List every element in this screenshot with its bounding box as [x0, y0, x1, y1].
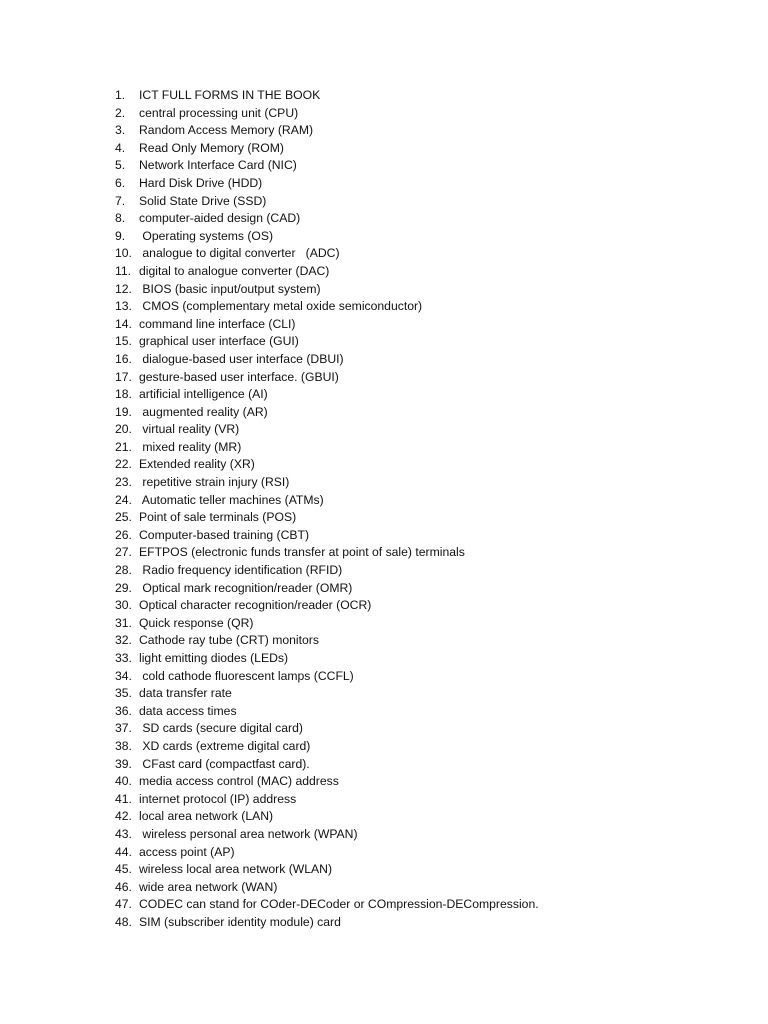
list-item-number: 10.	[115, 246, 132, 261]
list-item	[115, 351, 539, 369]
list-item-number: 44.	[115, 844, 132, 859]
list-item-number: 16.	[115, 351, 132, 366]
list-item-number: 15.	[115, 334, 132, 349]
list-item-number: 21.	[115, 439, 132, 454]
list-item	[115, 492, 539, 510]
list-item-text: Random Access Memory (RAM)	[139, 123, 314, 138]
list-item-text: Radio frequency identification (RFID)	[139, 563, 343, 578]
list-item	[115, 879, 539, 897]
list-item-number: 6.	[115, 175, 126, 190]
list-item-number: 35.	[115, 686, 132, 701]
list-item-number: 1.	[115, 88, 126, 102]
list-item	[115, 844, 539, 862]
list-item-text: mixed reality (MR)	[139, 439, 242, 454]
list-item-text: analogue to digital converter (ADC)	[139, 246, 340, 261]
list-item	[115, 245, 539, 263]
list-item-number: 2.	[115, 105, 126, 120]
list-item	[115, 421, 539, 439]
list-item-number: 43.	[115, 826, 132, 841]
list-item-number: 23.	[115, 475, 132, 490]
list-item	[115, 157, 539, 175]
list-item-text: Automatic teller machines (ATMs)	[139, 492, 324, 507]
list-item-number: 3.	[115, 123, 126, 138]
list-item	[115, 773, 539, 791]
list-item-number: 39.	[115, 756, 132, 771]
list-item-number: 47.	[115, 897, 132, 912]
list-item	[115, 791, 539, 809]
list-item	[115, 333, 539, 351]
list-item-text: SD cards (secure digital card)	[139, 721, 303, 736]
list-item	[115, 404, 539, 422]
list-item	[115, 668, 539, 686]
list-item-text: Network Interface Card (NIC)	[139, 158, 297, 173]
list-item	[115, 140, 539, 158]
list-item-number: 12.	[115, 281, 132, 296]
list-item-number: 18.	[115, 387, 132, 402]
list-item	[115, 650, 539, 668]
numbered-list	[115, 87, 539, 932]
list-item-text: graphical user interface (GUI)	[139, 334, 299, 349]
list-item-number: 33.	[115, 651, 132, 665]
list-item-number: 19.	[115, 404, 132, 419]
list-item-number: 34.	[115, 668, 132, 683]
list-item	[115, 281, 539, 299]
list-item-number: 11.	[115, 263, 132, 278]
list-item	[115, 527, 539, 545]
list-item-text: local area network (LAN)	[139, 809, 274, 824]
list-item	[115, 263, 539, 281]
list-item	[115, 597, 539, 615]
list-item	[115, 685, 539, 703]
list-item	[115, 615, 539, 633]
list-item	[115, 193, 539, 211]
list-item-text: artificial intelligence (AI)	[139, 387, 268, 402]
list-item-text: Read Only Memory (ROM)	[139, 140, 284, 155]
list-item-number: 36.	[115, 703, 132, 718]
list-item-text: Extended reality (XR)	[139, 457, 255, 472]
list-item	[115, 562, 539, 580]
list-item	[115, 632, 539, 650]
list-item-text: CODEC can stand for COder-DECoder or COmpression-DECompression.	[139, 897, 539, 912]
list-item-text: XD cards (extreme digital card)	[139, 738, 311, 753]
list-item-number: 24.	[115, 492, 132, 507]
list-item-text: Solid State Drive (SSD)	[139, 193, 267, 208]
list-item-text: repetitive strain injury (RSI)	[139, 475, 290, 490]
list-item-number: 9.	[115, 228, 126, 243]
list-item-text: Hard Disk Drive (HDD)	[139, 175, 263, 190]
list-item-number: 37.	[115, 721, 132, 736]
list-item	[115, 210, 539, 228]
list-item-number: 29.	[115, 580, 132, 595]
list-item-number: 4.	[115, 140, 126, 155]
list-item-text: virtual reality (VR)	[139, 422, 240, 437]
list-item-number: 14.	[115, 316, 132, 331]
list-item	[115, 861, 539, 879]
list-item-number: 30.	[115, 598, 132, 613]
list-item-text: light emitting diodes (LEDs)	[139, 651, 289, 665]
list-item	[115, 122, 539, 140]
list-item-number: 8.	[115, 211, 126, 226]
list-item-number: 22.	[115, 457, 132, 472]
list-item-number: 32.	[115, 633, 132, 648]
list-item-number: 20.	[115, 422, 132, 437]
list-item-text: data transfer rate	[139, 686, 232, 701]
list-item-text: media access control (MAC) address	[139, 774, 339, 789]
list-item	[115, 87, 539, 105]
list-item	[115, 474, 539, 492]
list-item-number: 40.	[115, 774, 132, 789]
list-item-number: 38.	[115, 738, 132, 753]
list-item-number: 7.	[115, 193, 126, 208]
list-item-text: augmented reality (AR)	[139, 404, 268, 419]
list-item	[115, 914, 539, 932]
list-item	[115, 580, 539, 598]
list-item	[115, 316, 539, 334]
list-item-text: Optical mark recognition/reader (OMR)	[139, 580, 353, 595]
list-item-number: 5.	[115, 158, 126, 173]
list-item-number: 31.	[115, 615, 132, 630]
list-item-text: internet protocol (IP) address	[139, 791, 297, 806]
list-item-text: command line interface (CLI)	[139, 316, 296, 331]
list-item-number: 45.	[115, 862, 132, 877]
list-item-number: 46.	[115, 879, 132, 894]
list-item	[115, 720, 539, 738]
list-item-number: 28.	[115, 563, 132, 578]
list-item-text: CMOS (complementary metal oxide semiconductor)	[139, 299, 423, 314]
list-item-text: digital to analogue converter (DAC)	[139, 263, 330, 278]
list-item	[115, 896, 539, 914]
list-item-text: Quick response (QR)	[139, 615, 254, 630]
list-item	[115, 756, 539, 774]
list-item	[115, 386, 539, 404]
list-item-text: dialogue-based user interface (DBUI)	[139, 351, 344, 366]
list-item-text: EFTPOS (electronic funds transfer at point of sale) terminals	[139, 545, 465, 560]
list-item-text: ICT FULL FORMS IN THE BOOK	[139, 88, 321, 102]
list-item-text: BIOS (basic input/output system)	[139, 281, 321, 296]
list-item	[115, 738, 539, 756]
list-item-text: access point (AP)	[139, 844, 235, 859]
list-item	[115, 298, 539, 316]
list-item	[115, 369, 539, 387]
list-item-text: Point of sale terminals (POS)	[139, 510, 297, 525]
list-item	[115, 228, 539, 246]
list-item-number: 27.	[115, 545, 132, 560]
list-item-text: wireless local area network (WLAN)	[139, 862, 333, 877]
list-item-number: 41.	[115, 791, 132, 806]
list-item-number: 13.	[115, 299, 132, 314]
list-item-number: 25.	[115, 510, 132, 525]
list-item-number: 17.	[115, 369, 132, 384]
list-item-text: CFast card (compactfast card).	[139, 756, 310, 771]
list-item	[115, 456, 539, 474]
list-item-number: 26.	[115, 527, 132, 542]
list-item	[115, 703, 539, 721]
list-item-text: computer-aided design (CAD)	[139, 211, 301, 226]
list-item	[115, 439, 539, 457]
list-item-number: 48.	[115, 914, 132, 929]
list-item-text: Operating systems (OS)	[139, 228, 274, 243]
list-item	[115, 105, 539, 123]
list-item	[115, 826, 539, 844]
list-item-text: gesture-based user interface. (GBUI)	[139, 369, 339, 384]
list-item-text: central processing unit (CPU)	[139, 105, 299, 120]
list-item	[115, 808, 539, 826]
list-item-text: SIM (subscriber identity module) card	[139, 914, 341, 929]
list-item-text: wireless personal area network (WPAN)	[139, 826, 358, 841]
list-item-text: Cathode ray tube (CRT) monitors	[139, 633, 319, 648]
list-item-text: wide area network (WAN)	[139, 879, 278, 894]
list-item-text: Optical character recognition/reader (OCR)	[139, 598, 372, 613]
list-item	[115, 544, 539, 562]
list-item-number: 42.	[115, 809, 132, 824]
list-item-text: Computer-based training (CBT)	[139, 527, 310, 542]
list-item	[115, 509, 539, 527]
list-item	[115, 175, 539, 193]
list-item-text: cold cathode fluorescent lamps (CCFL)	[139, 668, 354, 683]
list-item-text: data access times	[139, 703, 237, 718]
